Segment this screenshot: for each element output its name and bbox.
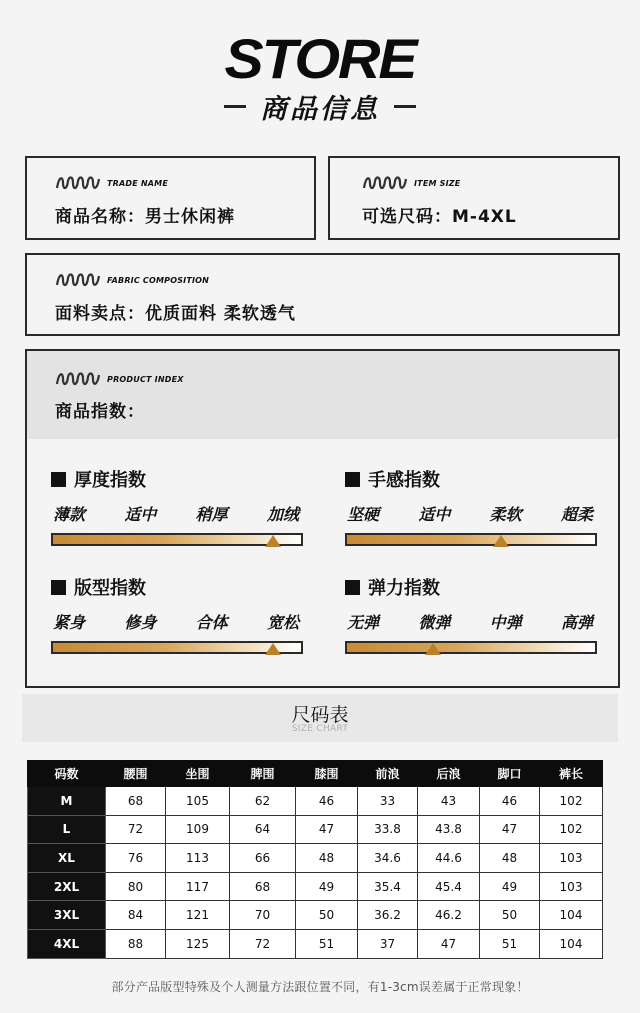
brand-logo: STORE bbox=[224, 27, 416, 90]
column-header: 脾围 bbox=[230, 761, 296, 787]
trade-name-text: 商品名称：男士休闲裤 bbox=[55, 207, 235, 227]
table-cell: 66 bbox=[230, 844, 296, 873]
table-cell: 64 bbox=[230, 815, 296, 844]
table-header-row bbox=[28, 761, 603, 787]
table-cell: 102 bbox=[540, 815, 603, 844]
meter-bar bbox=[345, 533, 597, 546]
table-cell: 37 bbox=[358, 929, 418, 958]
card-label-en: TRADE NAME bbox=[107, 178, 169, 188]
table-cell: 46 bbox=[480, 787, 540, 816]
meter-option: 稍厚 bbox=[195, 505, 228, 524]
meter-option: 高弹 bbox=[560, 613, 593, 632]
column-header: 脚口 bbox=[480, 761, 540, 787]
table-cell: 72 bbox=[230, 929, 296, 958]
table-cell: 68 bbox=[230, 872, 296, 901]
table-cell: 34.6 bbox=[358, 844, 418, 873]
table-cell: 50 bbox=[480, 901, 540, 930]
fabric-text: 面料卖点：优质面料 柔软透气 bbox=[55, 304, 296, 324]
size-label-cell: XL bbox=[28, 844, 106, 873]
table-cell: 49 bbox=[296, 872, 358, 901]
meter-marker-icon bbox=[265, 535, 281, 547]
table-cell: 47 bbox=[480, 815, 540, 844]
title-dash-left bbox=[224, 105, 246, 108]
table-cell: 104 bbox=[540, 901, 603, 930]
column-header: 坐围 bbox=[166, 761, 230, 787]
size-label-cell: 2XL bbox=[28, 872, 106, 901]
card-label-en: PRODUCT INDEX bbox=[107, 374, 184, 384]
meter-labels bbox=[53, 502, 299, 525]
meter-option: 宽松 bbox=[266, 613, 299, 632]
table-cell: 88 bbox=[106, 929, 166, 958]
meter-marker-icon bbox=[425, 643, 441, 655]
table-cell: 48 bbox=[296, 844, 358, 873]
table-cell: 46 bbox=[296, 787, 358, 816]
table-body bbox=[28, 787, 603, 959]
meter-labels bbox=[53, 610, 299, 633]
table-cell: 33.8 bbox=[358, 815, 418, 844]
table-cell: 33 bbox=[358, 787, 418, 816]
table-cell: 51 bbox=[480, 929, 540, 958]
spring-icon bbox=[55, 371, 101, 387]
table-row bbox=[28, 901, 603, 930]
table-cell: 50 bbox=[296, 901, 358, 930]
table-cell: 104 bbox=[540, 929, 603, 958]
square-bullet-icon bbox=[51, 580, 66, 595]
table-cell: 117 bbox=[166, 872, 230, 901]
size-chart-title: 尺码表 bbox=[291, 704, 349, 726]
meter-title: 厚度指数 bbox=[51, 466, 303, 492]
meter-option: 合体 bbox=[195, 613, 228, 632]
square-bullet-icon bbox=[51, 472, 66, 487]
table-cell: 47 bbox=[418, 929, 480, 958]
section-title-row bbox=[0, 86, 640, 126]
section-title: 商品信息 bbox=[260, 93, 380, 125]
thickness-meter bbox=[51, 466, 303, 524]
table-row bbox=[28, 815, 603, 844]
card-header bbox=[55, 175, 168, 191]
meter-labels bbox=[347, 502, 593, 525]
card-label-en: ITEM SIZE bbox=[414, 178, 461, 188]
size-label-cell: 3XL bbox=[28, 901, 106, 930]
table-cell: 62 bbox=[230, 787, 296, 816]
meter-option: 薄款 bbox=[53, 505, 86, 524]
table-cell: 103 bbox=[540, 872, 603, 901]
meter-option: 适中 bbox=[124, 505, 157, 524]
elasticity-meter bbox=[345, 574, 597, 632]
meter-option: 超柔 bbox=[560, 505, 593, 524]
product-index-text: 商品指数： bbox=[55, 402, 145, 422]
square-bullet-icon bbox=[345, 580, 360, 595]
table-cell: 113 bbox=[166, 844, 230, 873]
card-label-en: FABRIC COMPOSITION bbox=[107, 275, 210, 285]
table-cell: 46.2 bbox=[418, 901, 480, 930]
size-label-cell: M bbox=[28, 787, 106, 816]
table-cell: 43 bbox=[418, 787, 480, 816]
table-cell: 84 bbox=[106, 901, 166, 930]
meter-option: 柔软 bbox=[489, 505, 522, 524]
column-header: 码数 bbox=[28, 761, 106, 787]
meter-option: 适中 bbox=[418, 505, 451, 524]
table-cell: 72 bbox=[106, 815, 166, 844]
table-cell: 105 bbox=[166, 787, 230, 816]
spring-icon bbox=[362, 175, 408, 191]
column-header: 裤长 bbox=[540, 761, 603, 787]
table-row bbox=[28, 929, 603, 958]
table-cell: 43.8 bbox=[418, 815, 480, 844]
table-cell: 121 bbox=[166, 901, 230, 930]
table-cell: 76 bbox=[106, 844, 166, 873]
meter-option: 坚硬 bbox=[347, 505, 380, 524]
meter-title: 版型指数 bbox=[51, 574, 303, 600]
column-header: 腰围 bbox=[106, 761, 166, 787]
table-row bbox=[28, 872, 603, 901]
column-header: 膝围 bbox=[296, 761, 358, 787]
meter-marker-icon bbox=[265, 643, 281, 655]
index-header-band bbox=[27, 351, 618, 439]
table-cell: 80 bbox=[106, 872, 166, 901]
table-cell: 103 bbox=[540, 844, 603, 873]
title-dash-right bbox=[394, 105, 416, 108]
item-size-card bbox=[328, 156, 620, 240]
meter-title: 手感指数 bbox=[345, 466, 597, 492]
meter-option: 紧身 bbox=[53, 613, 86, 632]
table-cell: 44.6 bbox=[418, 844, 480, 873]
square-bullet-icon bbox=[345, 472, 360, 487]
meter-option: 加绒 bbox=[266, 505, 299, 524]
table-row bbox=[28, 844, 603, 873]
table-cell: 36.2 bbox=[358, 901, 418, 930]
card-header bbox=[362, 175, 460, 191]
table-cell: 68 bbox=[106, 787, 166, 816]
spring-icon bbox=[55, 175, 101, 191]
size-chart-subtitle: SIZE CHART bbox=[291, 724, 349, 734]
table-cell: 47 bbox=[296, 815, 358, 844]
card-header bbox=[55, 272, 209, 288]
size-table bbox=[27, 760, 603, 959]
table-cell: 102 bbox=[540, 787, 603, 816]
table-cell: 48 bbox=[480, 844, 540, 873]
meter-marker-icon bbox=[493, 535, 509, 547]
trade-name-card bbox=[25, 156, 316, 240]
footnote: 部分产品版型特殊及个人测量方法跟位置不同，有1-3cm误差属于正常现象！ bbox=[111, 980, 529, 994]
size-label-cell: 4XL bbox=[28, 929, 106, 958]
fabric-card bbox=[25, 253, 620, 336]
item-size-text: 可选尺码：M-4XL bbox=[362, 207, 517, 227]
meter-option: 无弹 bbox=[347, 613, 380, 632]
table-cell: 49 bbox=[480, 872, 540, 901]
fit-meter bbox=[51, 574, 303, 632]
card-header bbox=[55, 371, 184, 387]
hand-feel-meter bbox=[345, 466, 597, 524]
meter-option: 修身 bbox=[124, 613, 157, 632]
column-header: 后浪 bbox=[418, 761, 480, 787]
meter-labels bbox=[347, 610, 593, 633]
product-index-card bbox=[25, 349, 620, 688]
meter-bar bbox=[345, 641, 597, 654]
spring-icon bbox=[55, 272, 101, 288]
table-row bbox=[28, 787, 603, 816]
table-cell: 70 bbox=[230, 901, 296, 930]
table-cell: 51 bbox=[296, 929, 358, 958]
size-label-cell: L bbox=[28, 815, 106, 844]
meter-title: 弹力指数 bbox=[345, 574, 597, 600]
meter-option: 中弹 bbox=[489, 613, 522, 632]
table-cell: 109 bbox=[166, 815, 230, 844]
meter-option: 微弹 bbox=[418, 613, 451, 632]
column-header: 前浪 bbox=[358, 761, 418, 787]
table-cell: 45.4 bbox=[418, 872, 480, 901]
table-cell: 35.4 bbox=[358, 872, 418, 901]
table-cell: 125 bbox=[166, 929, 230, 958]
